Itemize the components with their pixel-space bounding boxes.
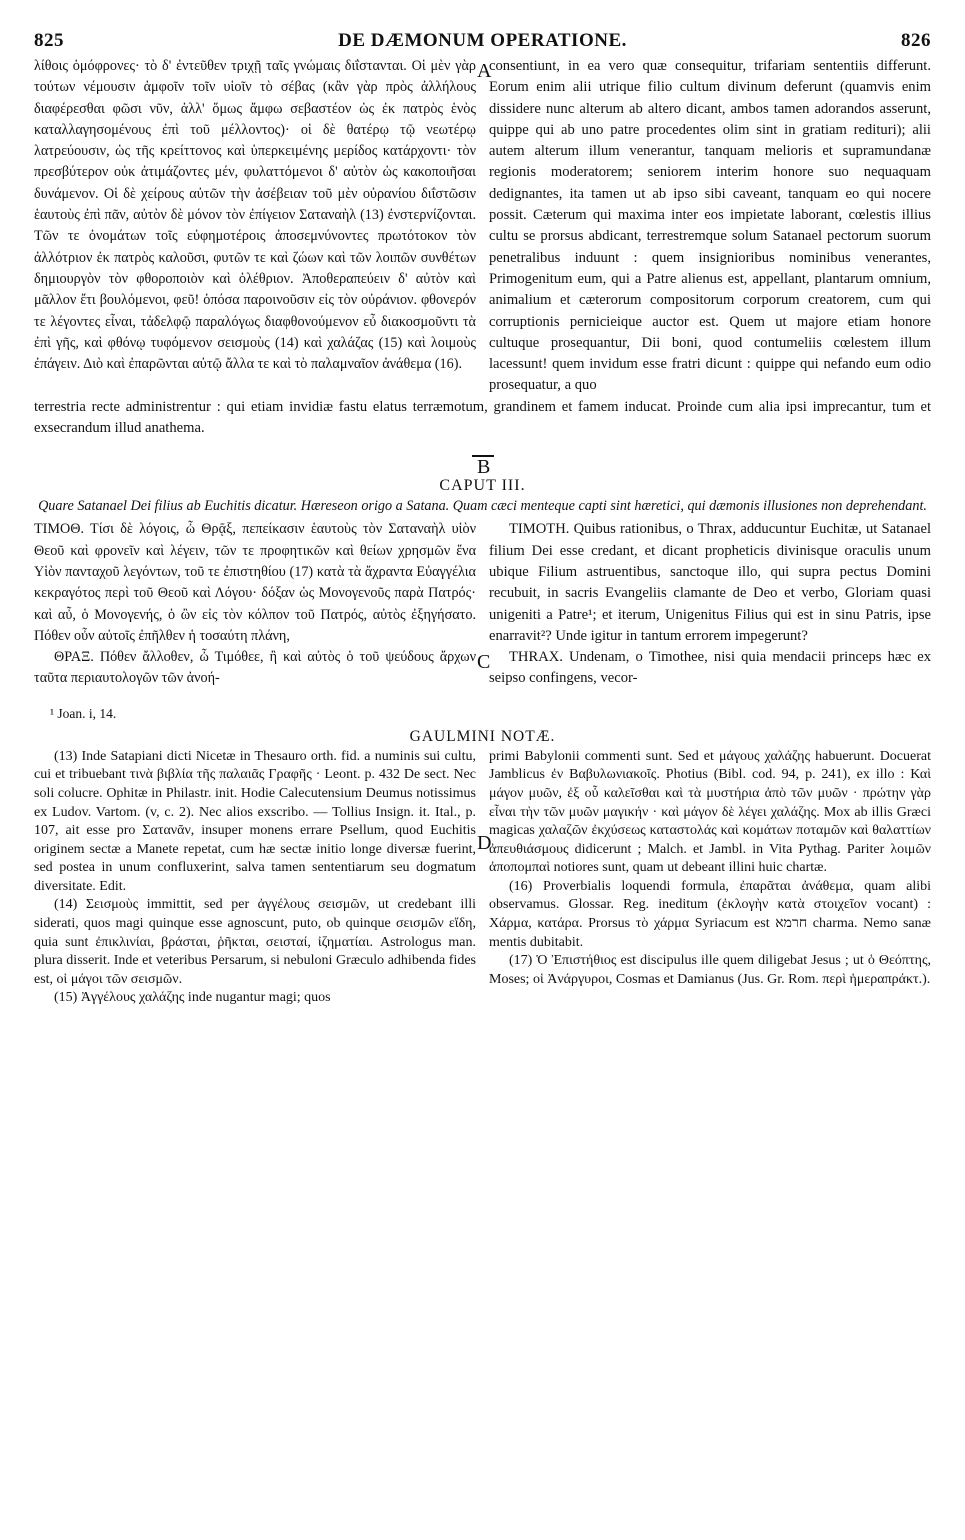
latin-continuation: terrestria recte administrentur : qui etiam invidiæ fastu elatus terræmotum, grandinem et famem inducat. Proinde cum alia ipsi imprecantur, tum et exsecrandum illud anathema.	[34, 398, 931, 437]
chapter-title: CAPUT III.	[439, 477, 526, 495]
note-14: (14) Σεισμοὺς immittit, sed per ἀγγέλους σεισμῶν, ut credebant illi siderati, quos magi quinque esse agnoscunt, puto, ob quinque σεισμῶν εἴδη, quia sunt ἐπικλινίαι, βράσται, ῥῆκται, σεισταί, ἰζηματίαι. Astrologus man. plura disserit. Inde et veteribus Persarum, si nebuloni Græculo adhibenda fides est, οἱ μάγοι τῶν σεισμῶν.	[34, 897, 476, 987]
note-16: (16) Proverbialis loquendi formula, ἐπαρᾶται ἀνάθεμα, quam alibi observamus. Glossar. Reg. ineditum (ἐκλογὴν κατὰ στοιχεῖον vocant) : Χάρμα, κατάρα. Prorsus τὸ χάρμα Syriacum est חרמא charma. Nemo sanæ mentis dubitabit.	[489, 878, 931, 950]
notes-left-column	[34, 748, 476, 1008]
dialogue-greek-column	[34, 519, 476, 689]
margin-marker-a: A	[477, 60, 492, 82]
thrax-greek: ΘΡΑΞ. Πόθεν ἄλλοθεν, ὦ Τιμόθεε, ἢ καὶ αὐτὸς ὁ τοῦ ψεύδους ἄρχων ταῦτα περιαυτολογῶν τῶν ἀνοή-	[34, 649, 476, 687]
notes-title: GAULMINI NOTÆ.	[409, 727, 556, 745]
timotheus-greek: ΤΙΜΟΘ. Τίσι δὲ λόγοις, ὦ Θρᾷξ, πεπείκασιν ἑαυτοὺς τὸν Σαταναὴλ υἱὸν Θεοῦ καὶ φρονεῖν καὶ λέγειν, τῶν τε προφητικῶν καὶ θείων χρησμῶν ἕνα Υἱὸν πανταχοῦ λεγόντων, τοῦ τε ἐπιστηθίου (17) κατὰ τὰ ἄχραντα Εὐαγγέλια κεκραγότος περὶ τοῦ Θεοῦ καὶ Λόγου· δόξαν ὡς Μονογενοῦς παρὰ Πατρός· καὶ αὖ, ὁ Μονογενής, ὁ ὢν εἰς τὸν κόλπον τοῦ Πατρός, αὐτὸς ἐξηγήσατο. Πόθεν οὖν αὐτοῖς ἐπῆλθεν ἡ τοσαύτη πλάνη,	[34, 521, 476, 644]
margin-marker-c: C	[477, 651, 491, 674]
note-17: (17) Ὁ Ἐπιστήθιος est discipulus ille quem diligebat Jesus ; ut ὁ Θεόπτης, Moses; οἱ Ἀνάργυροι, Cosmas et Damianus (Jus. Gr. Rom. περὶ ἡμεραπράκτ.).	[489, 953, 931, 987]
thrax-latin: THRAX. Undenam, o Timothee, nisi quia mendacii princeps hæc ex seipso confingens, vecor-	[489, 649, 931, 687]
notes-columns	[34, 748, 931, 1008]
running-title: DE DÆMONUM OPERATIONE.	[338, 30, 627, 51]
note-15-continued: primi Babylonii commenti sunt. Sed et μάγους χαλάζης habuerunt. Docuerat Jamblicus ἐν Βαβυλωνιακοῖς. Photius (Bibl. cod. 94, p. 241), ex illo : Καὶ μάγον μυῶν, ἐξ οὗ καλεῖσθαι καὶ τὰ μυστήρια ἀπὸ τῶν μυῶν · πρώτην γὰρ εἶναι τὴν τῶν μυῶν μαγικήν · καὶ μάγον δὲ λέγει χαλάζης. Mox ab illis Græci magicas χαλαζῶν ἐκχύσεως καταστολάς καὶ κομάτων ποταμῶν καὶ θαλαττίων ἀπευθιάσμους didicerunt ; Malch. et Jambl. in Vita Pythag. Pariter λοιμῶν ἀποπομπαὶ notiores sunt, quam ut debeant illini huic chartæ.	[489, 748, 931, 876]
margin-marker-b: B	[477, 456, 491, 478]
chapter-summary: Quare Satanael Dei filius ab Euchitis dicatur. Hæreseon origo a Satana. Quam cæci menteque capti sint hæretici, qui dæmonis illusiones non deprehendant.	[38, 498, 927, 515]
left-page-number: 825	[34, 30, 64, 51]
document-page	[34, 30, 931, 1008]
timotheus-latin: TIMOTH. Quibus rationibus, o Thrax, adducuntur Euchitæ, ut Satanael filium Dei esse credant, et dicant propheticis divinisque oraculis unum ubique Filium astruentibus, sanctoque illo, qui supra pectus Domini recubuit, in sacris Evangeliis clamante de Deo et verbo, Gloriam quasi unigeniti a Patre¹; et iterum, Unigenitus Filius qui est in sinu Patris, ipse enarravit²? Unde igitur in tantum errorem impegerunt?	[489, 521, 931, 644]
note-13: (13) Inde Satapiani dicti Nicetæ in Thesauro orth. fid. a numinis sui cultu, cui et tribuebant τινὰ βιβλία τῆς παλαιᾶς Γραφῆς · Leont. p. 432 De sect. Nec soli colucre. Ophitæ in Philastr. init. Hodie Calecutensium Deumus notissimus ex Ludov. Vartom. (v, c. 2). Nec alios exscribo. — Tollius Insign. it. Ital., p. 107, ait esse pro Σατανᾶν, insuper monens errare Psellum, quod Euchitis originem sectæ a Manete repetat, cum hæ sectæ initio longe diversæ fuerint, sed postea in unum confluxerint, salva tamen sententiarum seu dogmatum diversitate. Edit.	[34, 748, 476, 894]
dialogue-latin-column	[489, 519, 931, 689]
notes-right-column	[489, 748, 931, 1008]
latin-column: consentiunt, in ea vero quæ consequitur, trifariam sententiis differunt. Eorum enim alii utrique filio cultum divinum deferunt (quamvis enim dissidere nunc alterum ab altero dicant, ambos tamen adorandos asserunt, quippe qui ab uno patre procedentes olim sint in gratiam redituri); alii autem alterum illum venerantur, tanquam melioris et supramundanæ regionis moderatorem; seniorem interim honore suo nequaquam dedignantes, ita tamen ut ab ipso sibi caveant, tanquam eo qui nocere possit. Cæterum qui maxima inter eos impietate laborant, cœlestis illius cultu se prorsus abdicant, terrestremque solum Satanael pectorum suorum penetralibus induunt : quem insignioribus nominibus venerantes, Primogenitum eum, qui a Patre alienus est, appellant, plantarum omnium, animalium et cæterorum compositorum corporum creatorem, cum qui corruptionis pernicieique auctor est. Quem ut majore etiam honore cultuque prosequantur, Dii boni, quod contumeliis cœlestem illum lacessunt! quem invidum esse fratri dicunt : quippe qui nefando eum odio prosequatur, a quo	[489, 58, 931, 394]
greek-column: λίθοις ὁμόφρονες· τὸ δ' ἐντεῦθεν τριχῇ ταῖς γνώμαις διΐστανται. Οἱ μὲν γὰρ τούτων νέμουσιν ἀμφοῖν τοῖν υἱοῖν τὸ σέβας (κἂν γὰρ πρὸς ἀλλήλους διαφέρεσθαι φῶσι νῦν, ἀλλ' ὅμως ἄμφω σεβαστέον ὡς ἐκ πατρὸς ἑνὸς καταλλαγησομένους ἐπὶ τοῦ μέλλοντος)· οἱ δὲ θατέρῳ τῷ νεωτέρῳ λατρεύουσιν, ὡς τῆς κρείττονος καὶ ὑπερκειμένης μερίδος κατάρχοντι· τὸν πρεσβύτερον οὐκ ἀτιμάζοντες μέν, φυλαττόμενοι δ' αὐτὸν ὡς κακοποιῆσαι δυνάμενον. Οἱ δὲ χείρους αὐτῶν τὴν ἀσέβειαν τοῦ μὲν οὐρανίου διΐστῶσιν ἑαυτοὺς ἐπὶ πᾶν, αὐτὸν δὲ μόνον τὸν ἐπίγειον Σαταναὴλ (13) ἐνστερνίζονται. Τῶν τε ὀνομάτων τοῖς εὐφημοτέροις ἀποσεμνύνοντες πρωτότοκον τὸν ἀλλότριον ἐκ πατρὸς καλοῦσι, φυτῶν τε καὶ ζώων καὶ τῶν λοιπῶν συνθέτων δημιουργὸν τὸν φθοροποιὸν καὶ ὀλέθριον. Ἀποθεραπεύειν δ' αὐτὸν καὶ μᾶλλον ἔτι βουλόμενοι, φεῦ! ὁπόσα παροινοῦσιν εἰς τὸν οὐράνιον. φθονερόν τε λέγοντες εἶναι, τἀδελφῷ παραλόγως διαφθονούμενον εὖ διακοσμοῦντι τὰ ἐπὶ γῆς, καὶ φθόνῳ τυφόμενον σεισμοὺς (14) καὶ χαλάζας (15) καὶ λοιμοὺς ἐπάγειν. Διὸ καὶ ἐπαρῶνται αὐτῷ ἄλλα τε καὶ τὸ παλαμναῖον ἀνάθεμα (16).	[34, 58, 476, 373]
note-15: (15) Ἀγγέλους χαλάζης inde nugantur magi; quos	[54, 990, 331, 1006]
footnote: ¹ Joan. i, 14.	[50, 705, 117, 721]
right-page-number: 826	[900, 30, 931, 51]
margin-marker-d: D	[477, 831, 492, 854]
dialogue-parallel-text	[34, 519, 931, 689]
running-header	[34, 30, 931, 56]
